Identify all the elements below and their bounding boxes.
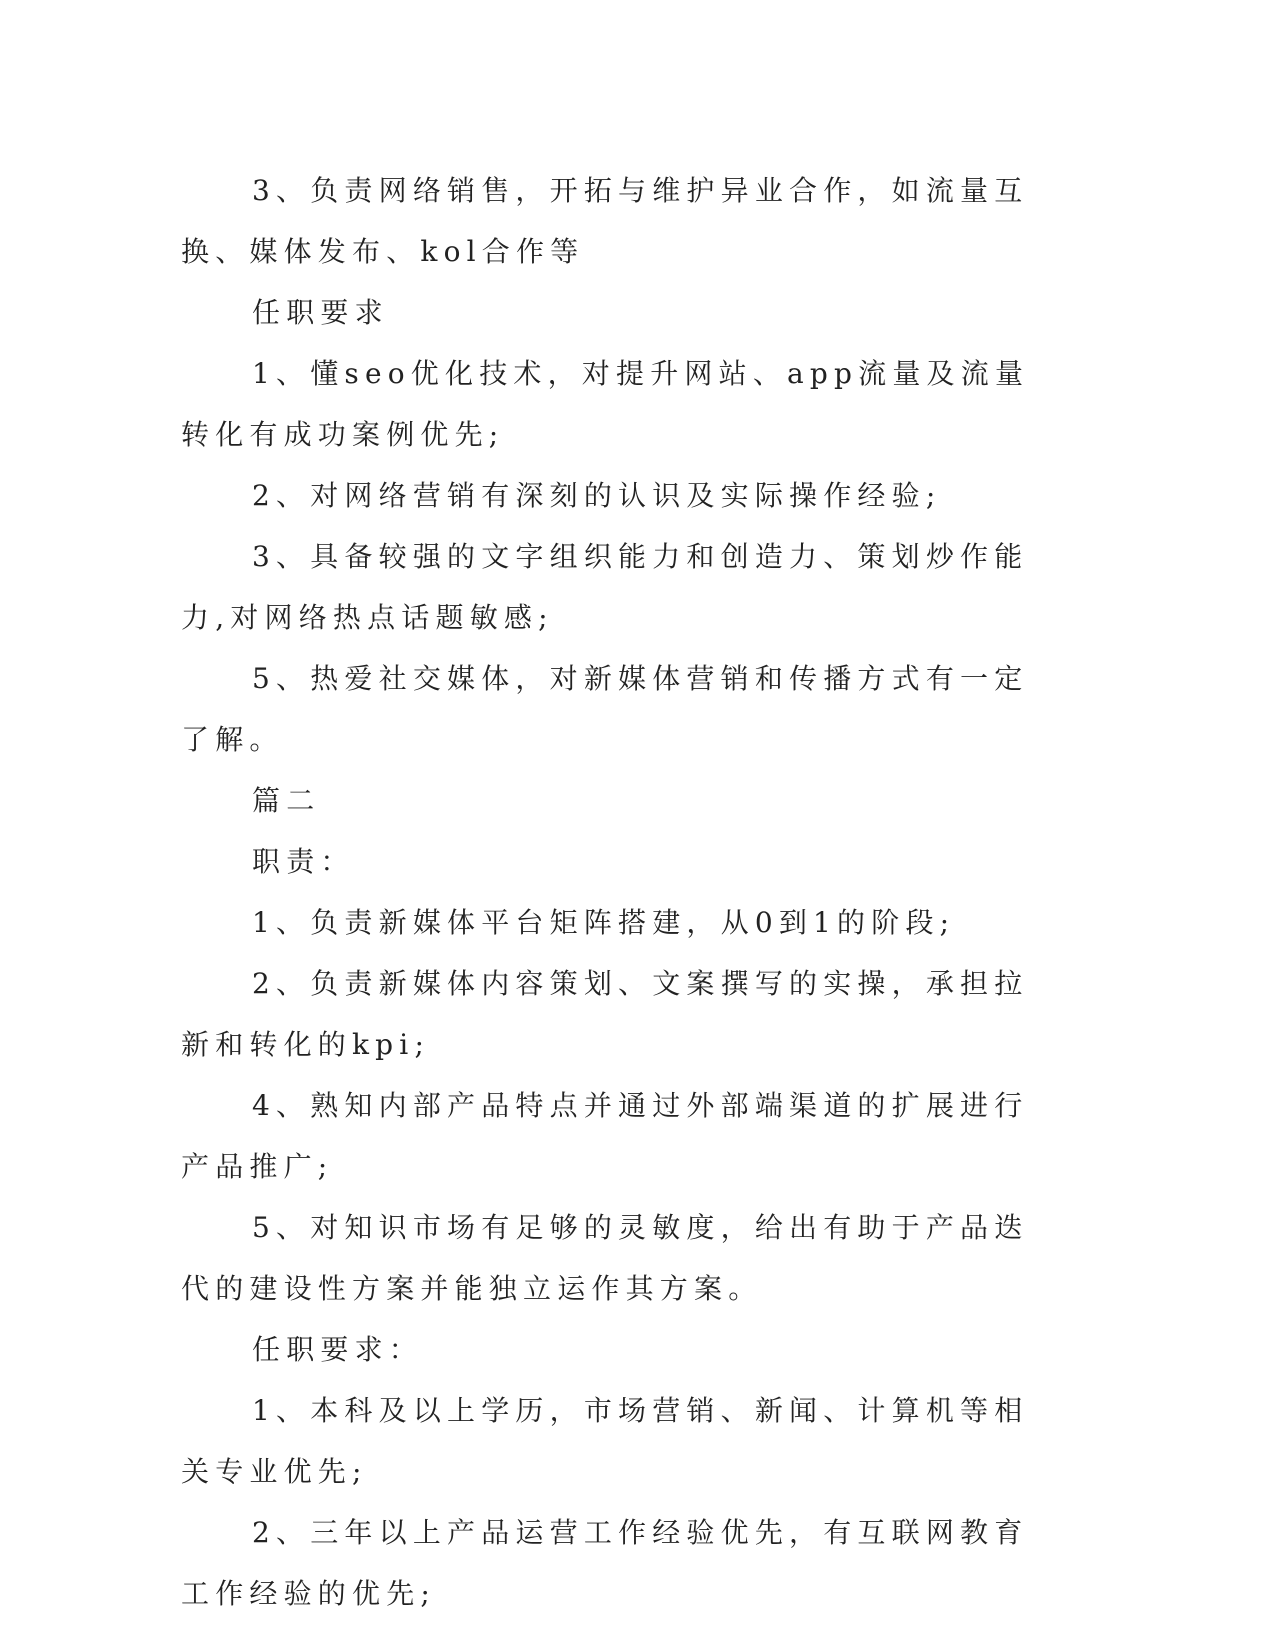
paragraph-requirement-5: 5、热爱社交媒体，对新媒体营销和传播方式有一定了解。 bbox=[181, 662, 1029, 756]
paragraph-duty-4: 4、熟知内部产品特点并通过外部端渠道的扩展进行产品推广; bbox=[181, 1089, 1029, 1183]
section-heading-part-two: 篇二 bbox=[252, 784, 321, 817]
paragraph-duty-1: 1、负责新媒体平台矩阵搭建，从0到1的阶段; bbox=[252, 906, 956, 939]
paragraph-duty-3: 3、负责网络销售，开拓与维护异业合作，如流量互换、媒体发布、kol合作等 bbox=[181, 174, 1029, 268]
paragraph-requirement-experience: 2、三年以上产品运营工作经验优先，有互联网教育工作经验的优先; bbox=[181, 1516, 1029, 1610]
paragraph-requirements-heading: 任职要求 bbox=[252, 296, 389, 329]
paragraph-requirement-1: 1、懂seo优化技术，对提升网站、app流量及流量转化有成功案例优先; bbox=[181, 357, 1030, 451]
paragraph-duties-heading: 职责： bbox=[252, 845, 355, 878]
paragraph-requirement-2: 2、对网络营销有深刻的认识及实际操作经验; bbox=[252, 479, 942, 512]
document-body bbox=[181, 160, 1031, 1624]
paragraph-requirements-heading-2: 任职要求： bbox=[252, 1333, 424, 1366]
paragraph-duty-5: 5、对知识市场有足够的灵敏度，给出有助于产品迭代的建设性方案并能独立运作其方案。 bbox=[181, 1211, 1029, 1305]
paragraph-requirement-education: 1、本科及以上学历，市场营销、新闻、计算机等相关专业优先; bbox=[181, 1394, 1029, 1488]
paragraph-requirement-3: 3、具备较强的文字组织能力和创造力、策划炒作能力,对网络热点话题敏感; bbox=[181, 540, 1029, 634]
paragraph-duty-2: 2、负责新媒体内容策划、文案撰写的实操，承担拉新和转化的kpi; bbox=[181, 967, 1029, 1061]
